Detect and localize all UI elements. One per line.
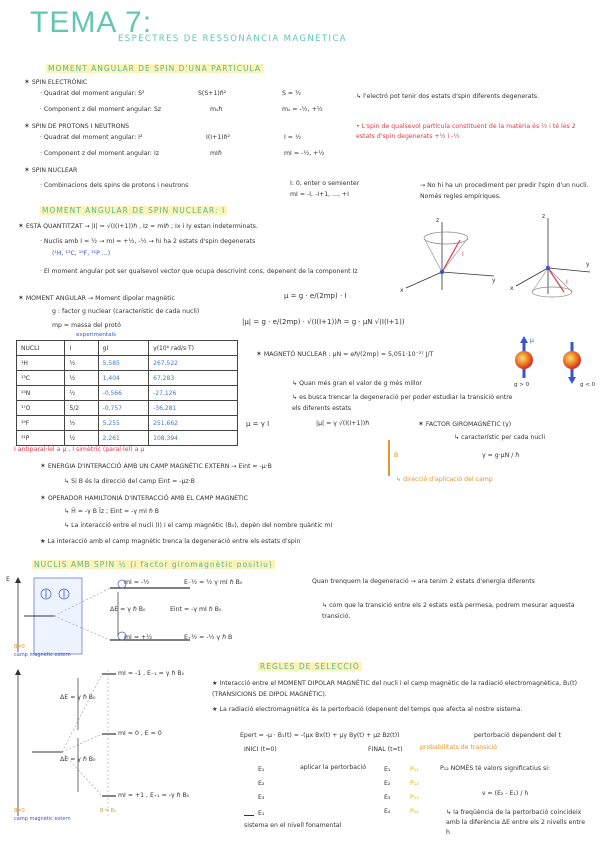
table-row [17, 386, 238, 401]
table-cell: 67,283 [149, 371, 238, 386]
field-label: B [394, 452, 399, 459]
nuclear-l1b: I: 0, enter o semienter [290, 180, 360, 187]
vector-label: I [462, 251, 464, 258]
nucleon-note: • L'spin de qualsevol partícula constituent de la matèria és ½ i té les 2 estats d'spin degenerats +½ i -½ [356, 123, 576, 140]
table-cell: 1,404 [98, 371, 148, 386]
table-cell: -0,757 [98, 401, 148, 416]
axis-label: y [586, 261, 590, 268]
nucleon-l1: · Quadrat del moment angular: I² [40, 134, 143, 141]
section-heading-nuclear-spin: MOMENT ANGULAR DE SPIN NUCLEAR: I [42, 206, 226, 215]
axis-label: y [492, 277, 496, 284]
lower-level-label: mI = +½ [124, 634, 153, 641]
b0-label: B=0 [14, 644, 25, 650]
level-minus-one-label: mI = -1 , E₋₁ = γ ℏ B₀ [118, 670, 185, 677]
probability-label: probabilitats de transició [420, 744, 497, 751]
final-state: E₂ [384, 780, 391, 787]
axis-label: z [542, 213, 546, 220]
quantized-line: ✶ ESTÀ QUANTITZAT → |I| = √(I(I+1))ℏ , Iz = mIℏ ; Ix i Iy estan indeterminats. [18, 222, 258, 230]
table-cell: 5/2 [65, 401, 98, 416]
table-header-row [17, 341, 238, 356]
table-header: γ(10⁶ rad/s·T) [149, 341, 238, 356]
cone-bottom-right [532, 287, 572, 297]
ground-state-note: sistema en el nivell fonamental [244, 822, 342, 829]
spin-cone-diagrams [398, 212, 593, 298]
electron-l1: · Quadrat del moment angular: S² [40, 90, 145, 97]
final-state: E₁ [384, 766, 391, 773]
table-cell: 267,522 [149, 356, 238, 371]
star-icon: ✶ [24, 78, 30, 86]
table-cell: ¹⁹F [17, 416, 65, 431]
level-plus-one-label: mI = +1 , E₊₁ = -γ ℏ B₀ [118, 792, 190, 799]
electron-l1c: S = ½ [282, 90, 302, 97]
section-heading-selection-rules: REGLES DE SELECCIÓ [260, 662, 360, 671]
energy-axis-label: E [6, 576, 10, 583]
page-subtitle: ESPECTRES DE RESSONÀNCIA MAGNÈTICA [118, 34, 347, 44]
axis-x-right [516, 268, 548, 286]
table-cell: ³¹P [17, 431, 65, 446]
table-cell: ¹³C [17, 371, 65, 386]
interaction-energy-label: Eint = -γ mI ℏ B₀ [170, 606, 222, 613]
nuclear-l1: · Combinacions dels spins de protons i neutrons [40, 182, 189, 189]
upper-level-energy: E₋½ = ½ γ mI ℏ B₀ [184, 579, 243, 586]
table-cell: -0,566 [98, 386, 148, 401]
table-cell: ¹⁵N [17, 386, 65, 401]
axis-x-left [406, 272, 442, 288]
gyromagnetic-factor: ✶ FACTOR GIROMAGNÈTIC (γ) [418, 420, 512, 428]
interaction-energy-z: ↳ Si B és la direcció del camp Eint = -μz·B [64, 478, 195, 485]
nuclei-table [16, 340, 238, 446]
field-direction-arrow [388, 440, 390, 476]
star-icon: ✶ [256, 350, 262, 358]
perturbation-equation-note: pertorbació dependent del t [474, 732, 561, 739]
initial-state: E₁ [258, 810, 265, 817]
nucleon-l2c: mI = -½, +½ [284, 150, 325, 157]
initial-state: E₂ [258, 780, 265, 787]
gyromagnetic-eq: γ = g·μN / ℏ [482, 452, 520, 459]
electron-note: ↳ l'electró pot tenir dos estats d'spin diferents degenerats. [356, 93, 540, 100]
hamiltonian-note: ↳ La interacció entre el nucli (I) i el camp magnètic (B₀), depèn del nombre quàntic mI [64, 522, 333, 529]
antiparallel-line: I antiparal·lel a μ , I simètric (paral·lel) a μ [14, 446, 145, 453]
probability: P₁₃ [410, 794, 419, 801]
star-icon: ✶ [418, 420, 424, 428]
delta-e-upper: ΔE = γ ℏ B₀ [60, 694, 96, 701]
probability: P₁₄ [410, 808, 419, 815]
nucleon-l1b: I(I+1)ℏ² [206, 134, 231, 141]
star-icon: ✶ [18, 294, 24, 302]
table-cell: 108,394 [149, 431, 238, 446]
table-cell: 5,255 [98, 416, 148, 431]
table-row [17, 431, 238, 446]
axis-label: x [400, 287, 404, 294]
table-cell: ½ [65, 371, 98, 386]
section-heading-spin-particle: MOMENT ANGULAR DE SPIN D'UNA PARTÍCULA [48, 64, 261, 73]
perturbation-note: ★ La radiació electromagnètica és la pertorbació (depenent del temps que afecta al nostre sistema. [212, 706, 523, 713]
star-icon: ✶ [40, 462, 46, 470]
nonzero-probability-note: P₁₂ NOMÉS té valors significatius si: [440, 765, 551, 772]
nucleon-spin-label: ✶ SPIN DE PROTONS I NEUTRONS [24, 122, 130, 130]
nucleon-l2b: mIℏ [210, 150, 222, 157]
nucleon-l1c: I = ½ [284, 134, 301, 141]
table-cell: -27,126 [149, 386, 238, 401]
mp-definition: mp = massa del protó [52, 322, 121, 329]
frequency-note: ↳ la freqüència de la pertorbació coincideix amb la diferència ΔE entre els 2 nivells entre h [446, 809, 586, 836]
final-state: E₄ [384, 808, 391, 815]
experimental-label: experimentals [76, 332, 117, 338]
final-state: E₃ [384, 794, 391, 801]
probability: P₁₂ [410, 780, 419, 787]
nucleus-dipole-diagram [506, 334, 596, 388]
spin-half-energy-diagram [10, 574, 210, 656]
table-cell: ½ [65, 431, 98, 446]
spin-vector-right [548, 268, 564, 292]
table-row [17, 371, 238, 386]
interaction-energy: ✶ ENERGIA D'INTERACCIÓ AMB UN CAMP MAGNÈTIC EXTERN → Eint = -μ·B [40, 462, 272, 470]
table-row [17, 356, 238, 371]
table-cell: ½ [65, 356, 98, 371]
perturbation-equation: Epert = -μ · B₁(t) = -(μx Bx(t) + μy By(t) + μz Bz(t)) [240, 732, 400, 739]
table-cell: ¹⁷O [17, 401, 65, 416]
ground-level-line [244, 815, 254, 816]
transition-note: ↳ com que la transició entre els 2 estats està permesa, podrem mesurar aquesta transició. [322, 602, 575, 620]
axis-label: x [510, 285, 514, 292]
table-cell: 251,662 [149, 416, 238, 431]
table-cell: 5,585 [98, 356, 148, 371]
nucleus-sphere-left [515, 351, 533, 369]
gamma-vector-eq: μ = γ I [246, 420, 270, 428]
nuclei-half-line: · Nuclis amb I = ½ → mI = +½, -½ → hi ha 2 estats d'spin degenerats [40, 238, 256, 245]
nuclei-examples: (¹H, ¹³C, ¹⁹F, ³¹P ...) [52, 250, 111, 257]
dipole-interaction-note: ★ Interacció entre el MOMENT DIPOLAR MAGNÈTIC del nucli i el camp magnètic de la radiació electromagnètica, B₁(t) (TRANSICIONS DE DIPOL MAGNÈTIC). [212, 680, 577, 698]
probability: P₁₁ [410, 766, 419, 773]
cone-top-left [424, 232, 468, 244]
vector-label: I [566, 279, 568, 286]
mu-modulus-equation: |μ| = g · e/(2mp) · √(I(I+1))ℏ = g · μN √(I(I+1)) [242, 318, 405, 326]
table-row [17, 416, 238, 431]
g-negative-label: g < 0 [580, 382, 596, 388]
spin-vector-left [442, 240, 460, 272]
final-label: FINAL (t=t) [368, 746, 403, 753]
table-cell: ½ [65, 386, 98, 401]
nuclear-l1c: mI = -I, -I+1, ..., +I [290, 191, 349, 198]
dipole-equation: μ = g · e/(2mp) · I [284, 292, 347, 300]
section-heading-spin-half: NUCLIS AMB SPIN ½ (i factor giromagnètic positiu) [34, 560, 273, 569]
cone-description: · El moment angular pot ser qualsevol vector que ocupa descrivint cons, depenent de la component Iz [40, 268, 358, 275]
axis-label: z [436, 217, 440, 224]
degeneracy-note: Quan trenquem la degeneració → ara tenim 2 estats d'energia diferents [312, 578, 535, 585]
star-icon: ✶ [24, 166, 30, 174]
table-header: gI [98, 341, 148, 356]
nuclear-spin-label: ✶ SPIN NUCLEAR [24, 166, 78, 174]
table-cell: 2,261 [98, 431, 148, 446]
g-positive-label: g > 0 [514, 382, 530, 388]
g-note-2: ↳ es busca trencar la degeneració per poder estudiar la transició entre els diferents estats [292, 394, 513, 412]
degeneracy-bullet: ★ La interacció amb el camp magnètic trenca la degeneració entre els estats d'spin [40, 538, 301, 545]
field-axis-label: camp magnètic extern [14, 652, 71, 658]
initial-state: E₃ [258, 794, 265, 801]
nucleus-sphere-right [563, 351, 581, 369]
initial-label: INICI (t=0) [244, 746, 277, 753]
b0-label: B=0 [14, 808, 25, 814]
gyromagnetic-note: ↳ característic per cada nucli [454, 434, 546, 441]
star-icon: ✶ [18, 222, 24, 230]
apply-perturbation: aplicar la pertorbació [300, 764, 366, 771]
axis-y-right [548, 268, 590, 272]
lower-level-energy: E₊½ = -½ γ ℏ B [184, 634, 233, 641]
dipole-line: ✶ MOMENT ANGULAR → Moment dipolar magnètic [18, 294, 175, 302]
page-title: TEMA 7: [30, 6, 153, 39]
table-cell: -36,281 [149, 401, 238, 416]
table-header: I [65, 341, 98, 356]
nucleon-l2: · Component z del moment angular: Iz [40, 150, 160, 157]
magneton-line: ✶ MAGNETÓ NUCLEAR : μN = eℏ/(2mp) = 5,051·10⁻²⁷ J/T [256, 350, 434, 358]
delta-e-lower: ΔE = γ ℏ B₀ [60, 756, 96, 763]
table-cell: ½ [65, 416, 98, 431]
field-direction-note: ↳ direcció d'aplicació del camp [396, 476, 493, 483]
spin-one-energy-diagram [10, 666, 220, 826]
table-row [17, 401, 238, 416]
initial-state: E₁ [258, 766, 265, 773]
star-icon: ✶ [40, 494, 46, 502]
g-note-1: ↳ Quan més gran el valor de g més millor [292, 380, 422, 387]
delta-e-label: ΔE = γ ℏ B₀ [110, 606, 146, 613]
upper-level-label: mI = -½ [124, 579, 150, 586]
hamiltonian-eq: ↳ Ĥ = -γ B Îz ; Eint = -γ mI ℏ B [64, 508, 159, 515]
b1-label: B = B₀ [100, 808, 117, 814]
resonance-frequency-eq: ν = (E₂ - E₁) / h [482, 790, 529, 797]
field-axis-label: camp magnètic extern [14, 816, 71, 822]
electron-l2b: mₛℏ [210, 106, 223, 113]
gamma-modulus-eq: |μ| = γ √(I(I+1))ℏ [316, 420, 370, 427]
table-header: NUCLI [17, 341, 65, 356]
mu-label: μ [530, 337, 534, 344]
table-cell: ¹H [17, 356, 65, 371]
electron-l1b: S(S+1)ℏ² [198, 90, 227, 97]
g-definition: g : factor g nuclear (característic de cada nucli) [52, 308, 200, 315]
axis-y-left [442, 272, 494, 276]
star-icon: ✶ [24, 122, 30, 130]
level-zero-label: mI = 0 , E = 0 [118, 730, 162, 737]
electron-l2c: mₛ = -½, +½ [282, 106, 323, 113]
electron-spin-label: ✶ SPIN ELECTRÒNIC [24, 78, 88, 86]
electron-l2: · Component z del moment angular: Sz [40, 106, 162, 113]
nuclear-note: → No hi ha un procediment per predir l'spin d'un nucli. Només regles empíriques. [420, 182, 589, 200]
hamiltonian-heading: ✶ OPERADOR HAMILTONIÀ D'INTERACCIÓ AMB EL CAMP MAGNÈTIC [40, 494, 248, 502]
